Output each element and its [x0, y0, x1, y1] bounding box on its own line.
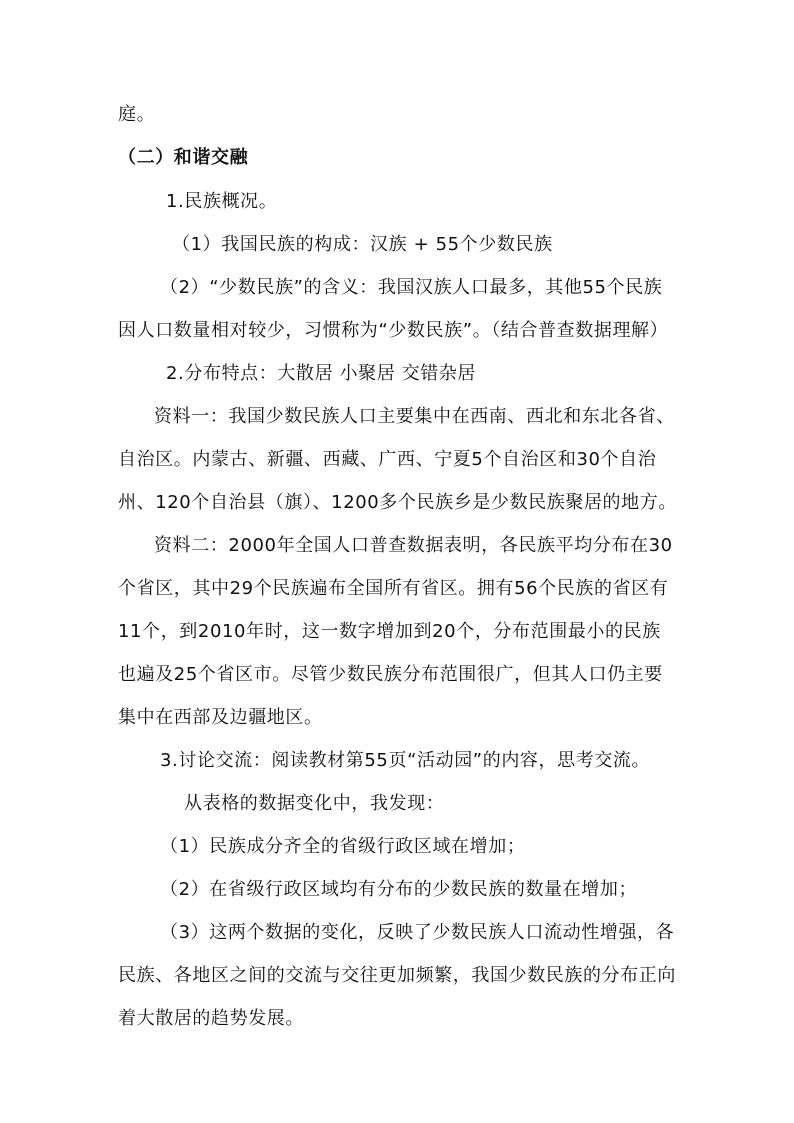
item-ethnic-composition: （1）我国民族的构成：汉族 + 55个少数民族 [172, 234, 553, 255]
subheading-distribution: 2.分布特点：大散居 小聚居 交错杂居 [166, 363, 477, 384]
finding-3-cont-1: 民族、各地区之间的交流与交往更加频繁，我国少数民族的分布正向 [118, 965, 676, 986]
finding-3-cont-2: 着大散居的趋势发展。 [118, 1008, 304, 1029]
material-two: 资料二：2000年全国人口普查数据表明，各民族平均分布在30 [154, 535, 673, 556]
material-two-cont-4: 集中在西部及边疆地区。 [118, 707, 323, 728]
subheading-discussion: 3.讨论交流：阅读教材第55页“活动园”的内容，思考交流。 [160, 750, 651, 771]
subheading-ethnic-overview: 1.民族概况。 [166, 191, 278, 212]
text-line-continuation: 庭。 [118, 104, 156, 125]
material-one: 资料一：我国少数民族人口主要集中在西南、西北和东北各省、 [154, 406, 675, 427]
item-minority-meaning: （2）“少数民族”的含义：我国汉族人口最多，其他55个民族 [160, 277, 663, 298]
material-two-cont-3: 也遍及25个省区市。尽管少数民族分布范围很广，但其人口仍主要 [118, 664, 663, 685]
finding-3: （3）这两个数据的变化，反映了少数民族人口流动性增强，各 [160, 922, 675, 943]
finding-1: （1）民族成分齐全的省级行政区域在增加； [160, 836, 526, 857]
material-one-cont-2: 州、120个自治县（旗）、1200多个民族乡是少数民族聚居的地方。 [118, 492, 677, 513]
material-two-cont-2: 11个，到2010年时，这一数字增加到20个，分布范围最小的民族 [118, 621, 661, 642]
material-one-cont-1: 自治区。内蒙古、新疆、西藏、广西、宁夏5个自治区和30个自治 [118, 449, 657, 470]
finding-2: （2）在省级行政区域均有分布的少数民族的数量在增加； [160, 879, 638, 900]
section-heading: （二）和谐交融 [118, 147, 249, 168]
findings-intro: 从表格的数据变化中，我发现： [184, 793, 445, 814]
material-two-cont-1: 个省区，其中29个民族遍布全国所有省区。拥有56个民族的省区有 [118, 578, 669, 599]
item-minority-meaning-cont: 因人口数量相对较少，习惯称为“少数民族”。（结合普查数据理解） [118, 320, 669, 341]
